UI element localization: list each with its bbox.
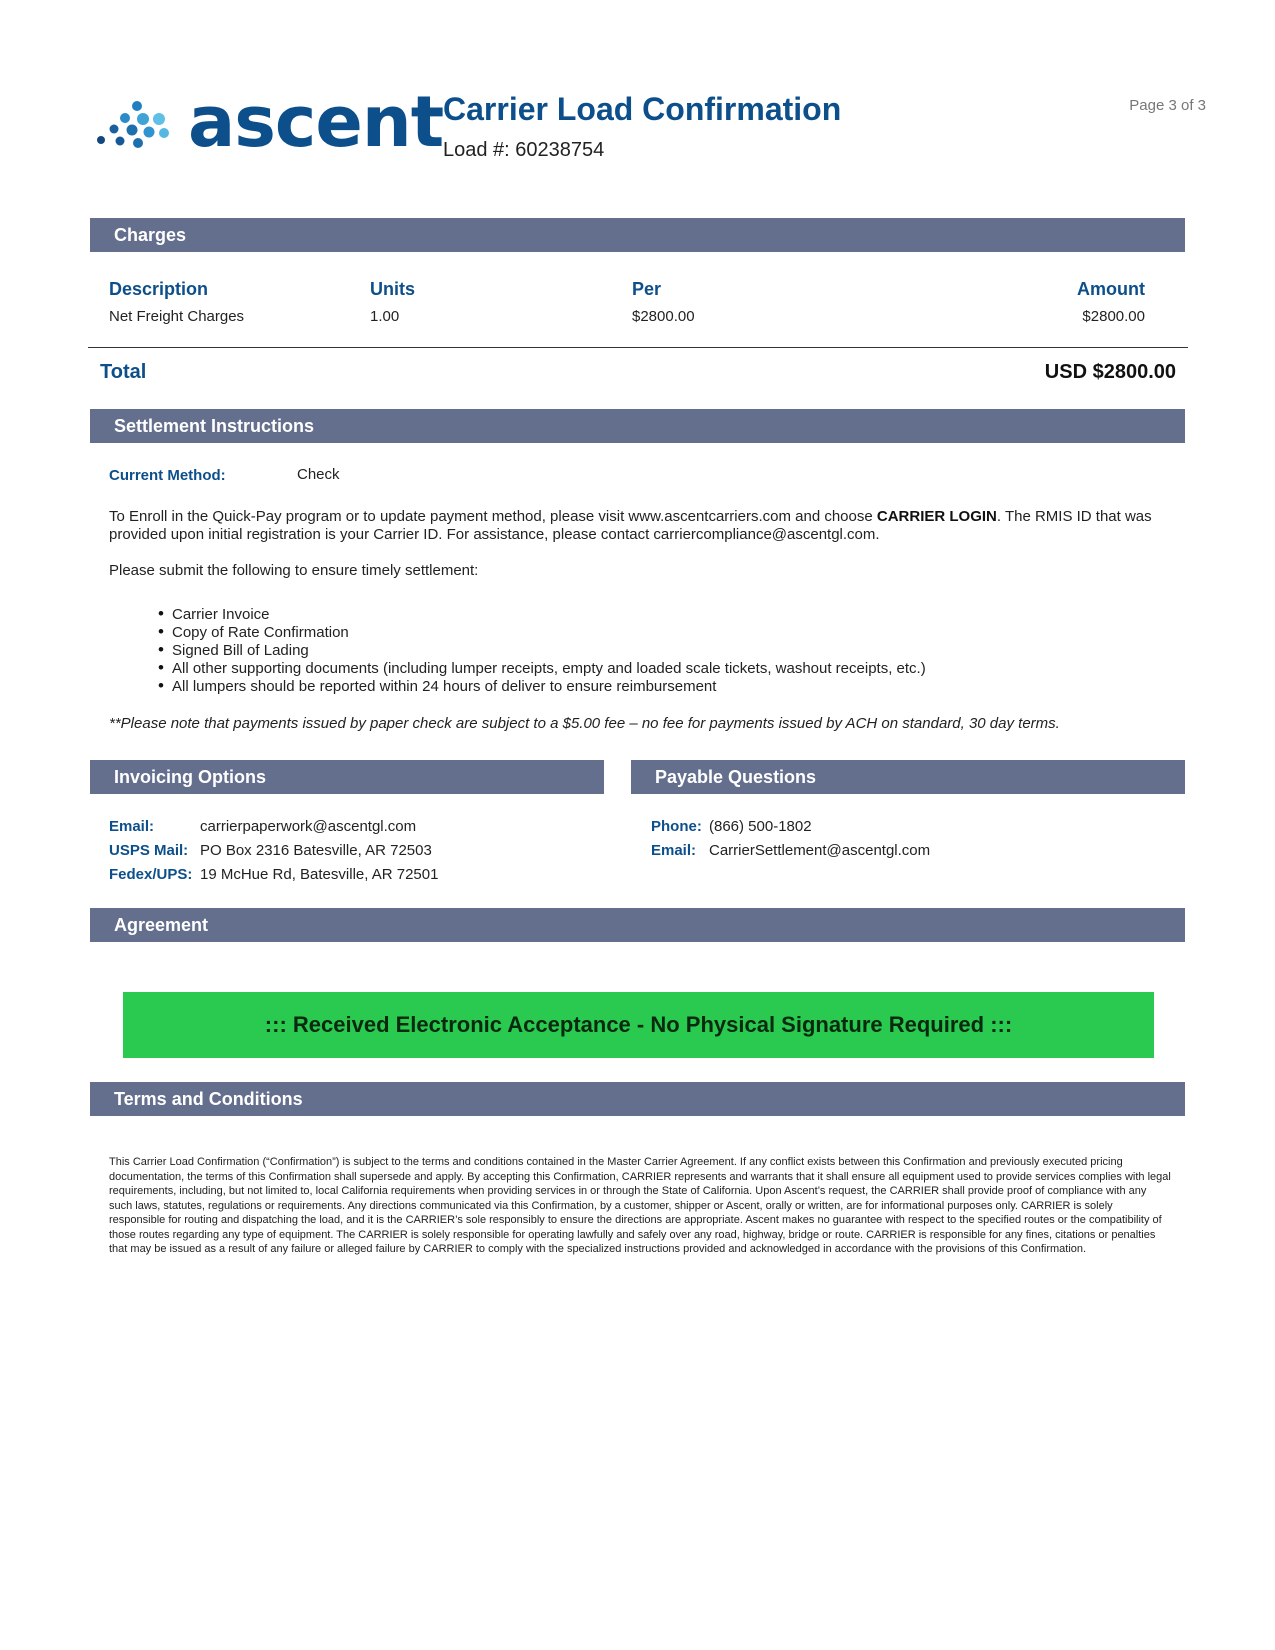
agreement-section-header: Agreement [90, 908, 1185, 942]
column-header-amount: Amount [1077, 279, 1145, 299]
load-number-value: 60238754 [515, 139, 605, 161]
fedex-ups-label: Fedex/UPS: [109, 866, 193, 883]
column-header-description: Description [109, 279, 209, 299]
total-value: USD $2800.00 [1044, 361, 1176, 383]
enroll-text-end: . The RMIS ID that was provided upon initial registration is your Carrier ID. For assistance, please contact carriercompliance@ascentgl.com. [109, 508, 1152, 543]
payment-fee-note: **Please note that payments issued by paper check are subject to a $5.00 fee – no fee for payments issued by ACH on standard, 30 day terms. [109, 715, 1060, 732]
row-units: 1.00 [370, 308, 400, 325]
current-method-value: Check [297, 466, 340, 483]
payable-email-value[interactable]: CarrierSettlement@ascentgl.com [709, 842, 931, 859]
column-header-units: Units [370, 279, 415, 299]
total-label: Total [100, 361, 147, 383]
load-number-label: Load #: [443, 139, 510, 161]
row-amount: $2800.00 [1082, 308, 1145, 325]
terms-body: This Carrier Load Confirmation (“Confirmation”) is subject to the terms and conditions contained in the Master Carrier Agreement. If any conflict exists between this Confirmation and previously executed pricing documentation, the terms of this Confirmation shall supersede and apply. By accepting this Confirmation, CARRIER represents and warrants that it shall ensure all equipment used to provide services complies with legal requirements, including, but not limited to, local California requirements when providing services in or through the State of California. Upon Ascent’s request, the CARRIER shall provide proof of compliance with any such laws, statutes, regulations or requirements. Any directions communicated via this Confirmation, by a customer, shipper or Ascent, orally or written, are for informational purposes only. CARRIER is solely responsible for routing and dispatching the load, and it is the CARRIER’s sole responsibly to ensure the directions are appropriate. Ascent makes no guarantee with respect to the specified routes or the compatibility of those routes regarding any type of equipment. The CARRIER is solely responsible for operating lawfully and safely over any road, highway, bridge or route. CARRIER is responsible for any fines, citations or penalties that may be issued as a result of any failure or alleged failure by CARRIER to comply with the specialized instructions provided and acknowledged in accordance with the provisions of this Confirmation. [109, 1156, 1171, 1255]
row-per: $2800.00 [632, 308, 695, 325]
enroll-instructions [109, 508, 1179, 544]
list-item: • Signed Bill of Lading [158, 642, 926, 660]
column-header-per: Per [632, 279, 662, 299]
list-item: • All other supporting documents (including lumper receipts, empty and loaded scale tickets, washout receipts, etc.) [158, 660, 926, 678]
usps-mail-value: PO Box 2316 Batesville, AR 72503 [200, 842, 432, 859]
invoice-email-value[interactable]: carrierpaperwork@ascentgl.com [200, 818, 417, 835]
invoice-email-label: Email: [109, 818, 155, 835]
document-title: Carrier Load Confirmation [443, 91, 842, 127]
charges-divider [88, 347, 1188, 348]
terms-section-header: Terms and Conditions [90, 1082, 1185, 1116]
payable-email-label: Email: [651, 842, 697, 859]
submit-intro: Please submit the following to ensure timely settlement: [109, 562, 479, 579]
logo-wordmark: ascent [188, 81, 444, 163]
load-number-line [443, 139, 604, 162]
fedex-ups-value: 19 McHue Rd, Batesville, AR 72501 [200, 866, 439, 883]
row-description: Net Freight Charges [109, 308, 245, 325]
invoicing-section-header: Invoicing Options [90, 760, 604, 794]
ascent-logo [92, 81, 444, 165]
payable-section-header: Payable Questions [631, 760, 1185, 794]
payable-phone-value[interactable]: (866) 500-1802 [709, 818, 812, 835]
list-item: • All lumpers should be reported within 24 hours of deliver to ensure reimbursement [158, 678, 926, 696]
electronic-acceptance-banner: ::: Received Electronic Acceptance - No Physical Signature Required ::: [123, 992, 1154, 1058]
list-item: • Copy of Rate Confirmation [158, 624, 926, 642]
ascent-logo-dots-icon [92, 99, 184, 159]
usps-mail-label: USPS Mail: [109, 842, 189, 859]
charges-section-header: Charges [90, 218, 1185, 252]
settlement-section-header: Settlement Instructions [90, 409, 1185, 443]
settlement-checklist [158, 606, 926, 696]
list-item: • Carrier Invoice [158, 606, 926, 624]
current-method-label: Current Method: [109, 467, 226, 484]
enroll-text-start: To Enroll in the Quick-Pay program or to update payment method, please visit www.ascentcarriers.com and choose [109, 508, 877, 525]
carrier-login-text: CARRIER LOGIN [876, 508, 997, 525]
payable-phone-label: Phone: [651, 818, 702, 835]
page-indicator: Page 3 of 3 [1129, 97, 1206, 114]
